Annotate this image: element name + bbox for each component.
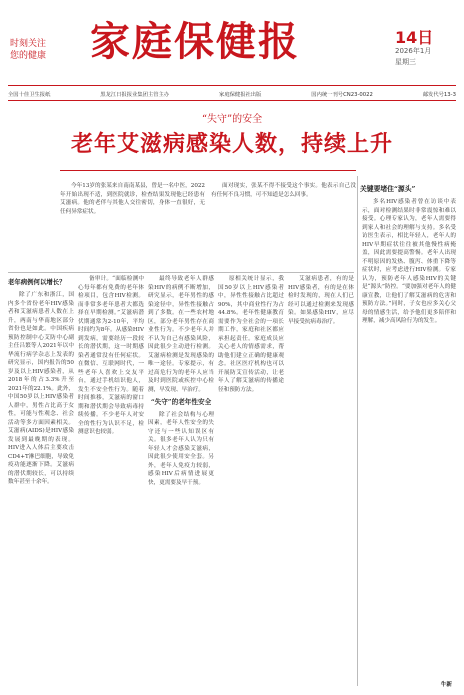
column-3 (148, 275, 214, 687)
column-2 (78, 275, 144, 687)
issue-day: 14日 (395, 28, 434, 47)
slogan (10, 38, 46, 62)
column-5-text: 艾滋病患者，有的是HIV感染者，有的是在体检时发现的，现在人们已经可以通过检测来发现感染。如果感染HIV，应尽早接受抗病毒治疗。 (288, 276, 354, 325)
subhead-case-growth: 老年病例何以增长？ (8, 278, 66, 286)
info-award: 全国十佳卫生报纸 (8, 91, 51, 98)
article-headline: 老年艾滋病感染人数，持续上升 (70, 131, 393, 157)
issue-month: 2026年1月 (395, 47, 432, 55)
masthead (0, 0, 464, 92)
masthead-rule-top (8, 85, 456, 86)
newspaper-title: 家庭保健报 (90, 18, 300, 65)
article-author: 牛新 (440, 682, 452, 688)
sidebar-column (362, 198, 456, 678)
publication-info-bar (8, 88, 456, 99)
info-issn: 国内统一刊号CN23-0022 (311, 91, 373, 98)
lead-continued-paragraph: 面对现实，张某不得不接受这个事实。他表示自己没有任何不良习惯，可不知道是怎么回事。 (211, 183, 356, 198)
info-press: 家庭保健报社出版 (219, 91, 262, 98)
issue-weekday: 星期三 (395, 58, 416, 66)
article-kicker: “失守”的安全 (201, 114, 263, 125)
column-3-text: 最终导致老年人群感染HIV的病例不断增加，研究显示，老年男性的感染途径中，异性性接触占到了多数。在一些农村地区，部分老年男性存在商业性行为。不少老年人并不认为自己有感染风险，因此很少主动进行检测。艾滋病检测是发现感染的唯一途径。专家提示，有过高危行为的老年人应当及时到医院或疾控中心检测，早发现、早治疗。 (148, 276, 214, 393)
sidebar-text: 多名HIV感染者曾在访谈中表示，面对检测结果时非常震惊和难以接受。心理专家认为，老年人需要得到家人和社会的理解与支持。多名受访医生表示，相比年轻人，老年人的HIV早期症状往往被其他慢性病掩盖，因此需要提高警惕。老年人出现不明原因的发热、腹泻、体重下降等症状时，应考虑进行HIV检测。专家认为，预防老年人感染HIV的关键是“源头”防控。“要加强对老年人的健康宣教，让他们了解艾滋病的危害和预防方法。”同时，子女也应多关心父母的情感生活，给予他们更多陪伴和理解，减少高风险行为的发生。 (362, 199, 456, 324)
info-postal-code: 邮发代号13-3 (422, 91, 456, 98)
column-2-text: 备审计。“面临检测中心每年都有免费的老年体检项目，包含HIV检测。而非常多老年患者大都选择在早期检测。”艾滋病潜伏期通常为2-10年，平均时间约为8年。从感染HIV到发病，需要经历一段较长的潜伏期，这一时期感染者通常没有任何症状。在微信、互联网时代，一些老年人喜欢上交友平台，通过手机结识他人，发生不安全性行为。随着时间推移，艾滋病的窗口期和潜伏期会导致病毒持续传播。不少老年人对安全的性行为认识不足，检测意识也较弱。 (78, 276, 144, 435)
section-divider (8, 272, 354, 273)
slogan-line-2: 您的健康 (10, 51, 47, 61)
column-3-text-continued: 除了社会结构与心理因素，老年人性安全的失守还与一些认知误区有关。很多老年人认为只有年轻人才会感染艾滋病，因此很少使用安全套。另外，老年人免疫力较弱，感染HIV后病情进展更快，更需要及早干预。 (148, 411, 214, 486)
article-lead-continued (211, 182, 356, 268)
slogan-line-1: 时刻关注 (10, 39, 47, 49)
masthead-rule-bottom (8, 100, 456, 101)
column-1 (8, 275, 74, 687)
info-publisher: 黑龙江日报报业集团主管主办 (100, 91, 170, 98)
lead-paragraph: 今年13岁的张某来自南南某县，曾是一名中医，2022年开始出现不适，到医院就诊，检查结果发现他已经患有艾滋病。他的老伴与其他人交往密切，身体一直很好，无任何异常症状。 (60, 183, 205, 215)
issue-date (395, 30, 433, 67)
column-4 (218, 275, 284, 687)
sidebar-divider (357, 176, 358, 686)
subhead-elderly-safety: “失守”的老年性安全 (150, 398, 212, 406)
headline-divider (60, 170, 356, 171)
article-lead (60, 182, 205, 268)
sidebar-title: 关键要堵住“源头” (360, 185, 416, 193)
column-4-text: 原相关统计显示，我国50岁以上HIV感染者中，异性性接触占比超过90%，其中商业性行为占44.8%。老年性健康教育需要作为全社会的一项长期工作，家庭和社区都应承担起责任。家庭成员应关心老人的情感需求，帮助他们建立正确的健康观念。社区医疗机构也可以开展防艾宣传活动，让老年人了解艾滋病的传播途径和预防方法。 (218, 276, 284, 393)
column-1-text: 除了广东和浙江，国内多个省份老年HIV感染者和艾滋病患者人数在上升，两南与华南地区部分省份也是如此。中国疾病预防控制中心艾防中心副主任吕繁等人2021年以中华流行病学杂志上发表的研究显示，国内报告的50岁及以上HIV感染者，从2018年的占3.3%升至2021年的22.1%。此外，中国50岁以上HIV感染者人群中，男性占比高于女性，可能与性观念、社会活动等多方面因素相关。艾滋病(AIDS)是HIV感染发展到最晚期的表现。HIV进入人体后主要攻击CD4+T淋巴细胞，导致免疫功能逐渐下降。艾滋病的潜伏期较长，可以持续数年甚至十余年。 (8, 292, 74, 485)
column-5 (288, 275, 354, 687)
